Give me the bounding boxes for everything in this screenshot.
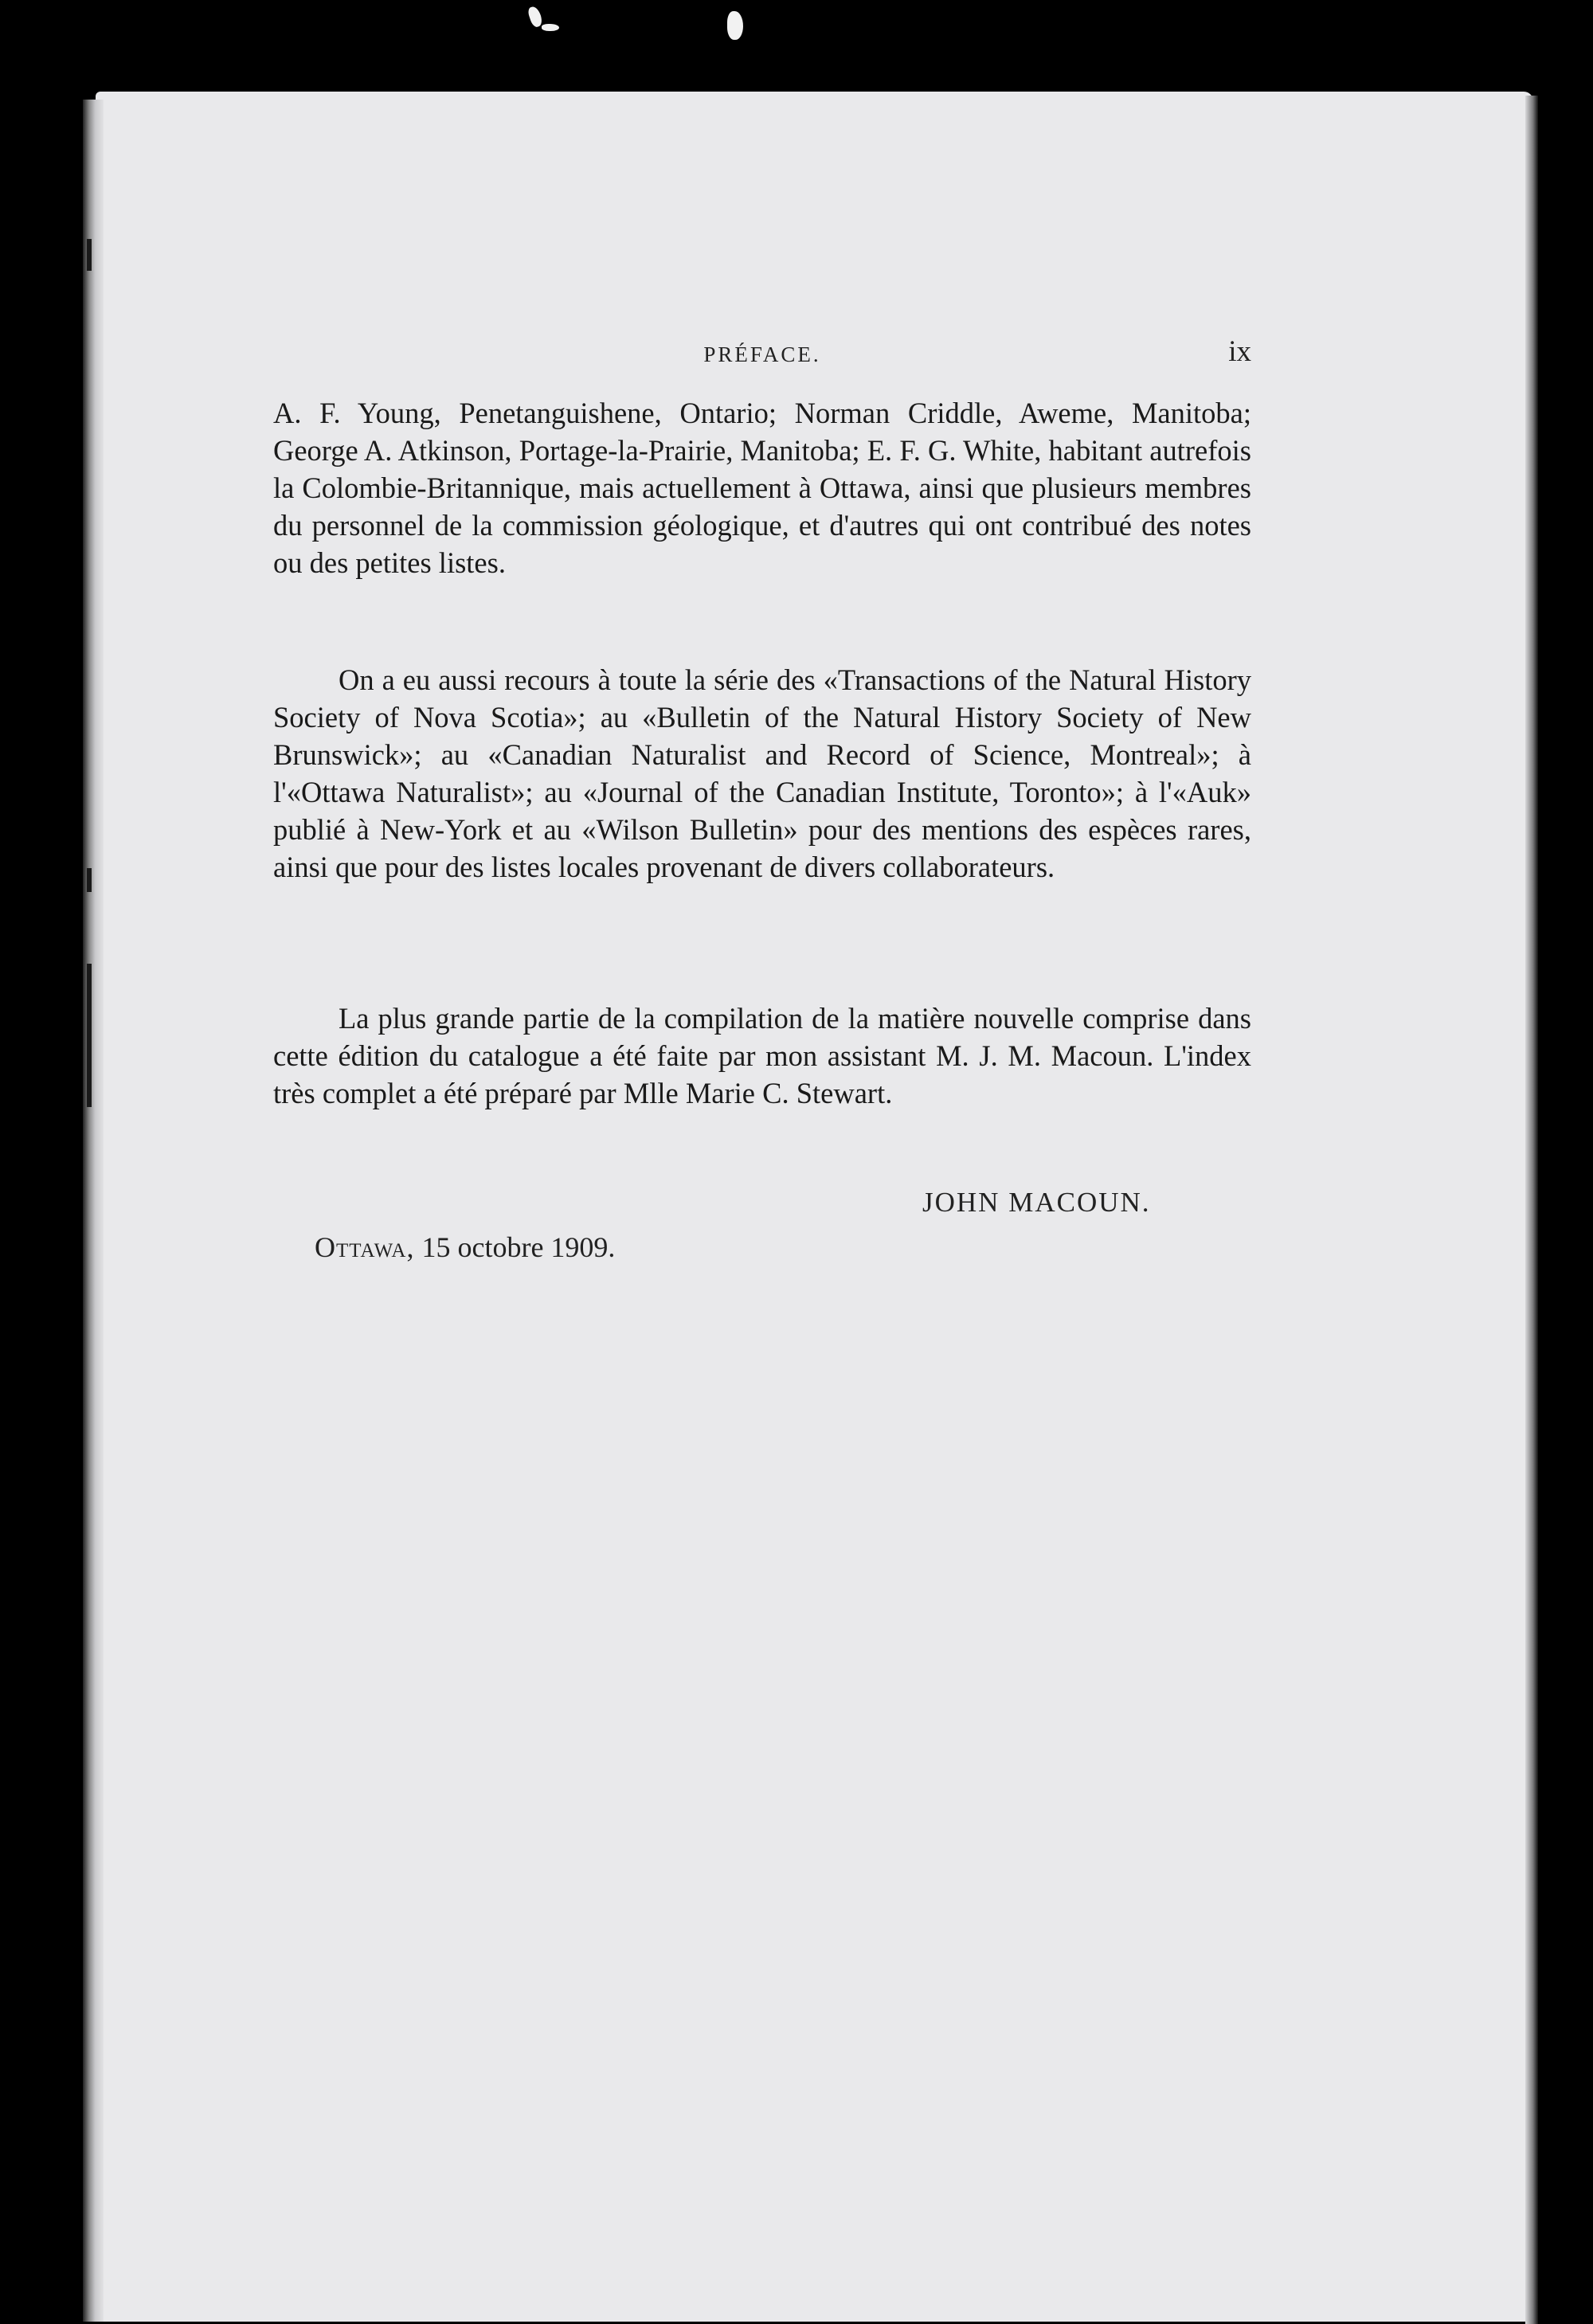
page-right-edge: [1525, 96, 1538, 2324]
binding-mark: [87, 964, 92, 1107]
scan-speck: [542, 24, 559, 31]
running-head-title: PRÉFACE.: [703, 342, 821, 366]
scan-speck: [526, 5, 543, 28]
dateline: [315, 1230, 615, 1264]
paragraph-sources: On a eu aussi recours à toute la série des «Transactions of the Natural History Society of Nova Scotia»; au «Bulletin of the Natural History Society of New Brunswick»; au «Canadian Naturalist and Record of Science, Montreal»; à l'«Ottawa Naturalist»; au «Journal of the Canadian Institute, Toronto»; à l'«Auk» publié à New-York et au «Wilson Bulletin» pour des mentions des espèces rares, ainsi que pour des listes locales provenant de divers collaborateurs.: [273, 663, 1251, 883]
binding-mark: [87, 868, 92, 892]
paragraph-acknowledgements: A. F. Young, Penetanguishene, Ontario; Norman Criddle, Aweme, Manitoba; George A. Atkinson, Portage-la-Prairie, Manitoba; E. F. G. White, habitant autrefois la Colombie-Britannique, mais actuellement à Ottawa, ainsi que plusieurs membres du personnel de la commission géologique, et d'autres qui ont contribué des notes ou des petites listes.: [273, 397, 1251, 579]
dateline-date: 15 octobre 1909.: [421, 1231, 616, 1263]
scan-speck: [727, 11, 743, 40]
dateline-place: Ottawa,: [315, 1231, 415, 1263]
page-number: ix: [1228, 335, 1251, 368]
author-signature: JOHN MACOUN.: [922, 1187, 1151, 1218]
paragraph-compilation: La plus grande partie de la compilation de la matière nouvelle comprise dans cette édition du catalogue a été faite par mon assistant M. J. M. Macoun. L'index très complet a été préparé par Mlle Marie C. Stewart.: [273, 1002, 1251, 1109]
binding-mark: [87, 239, 92, 271]
page-gutter: [83, 100, 104, 2322]
running-head: [273, 335, 1251, 374]
